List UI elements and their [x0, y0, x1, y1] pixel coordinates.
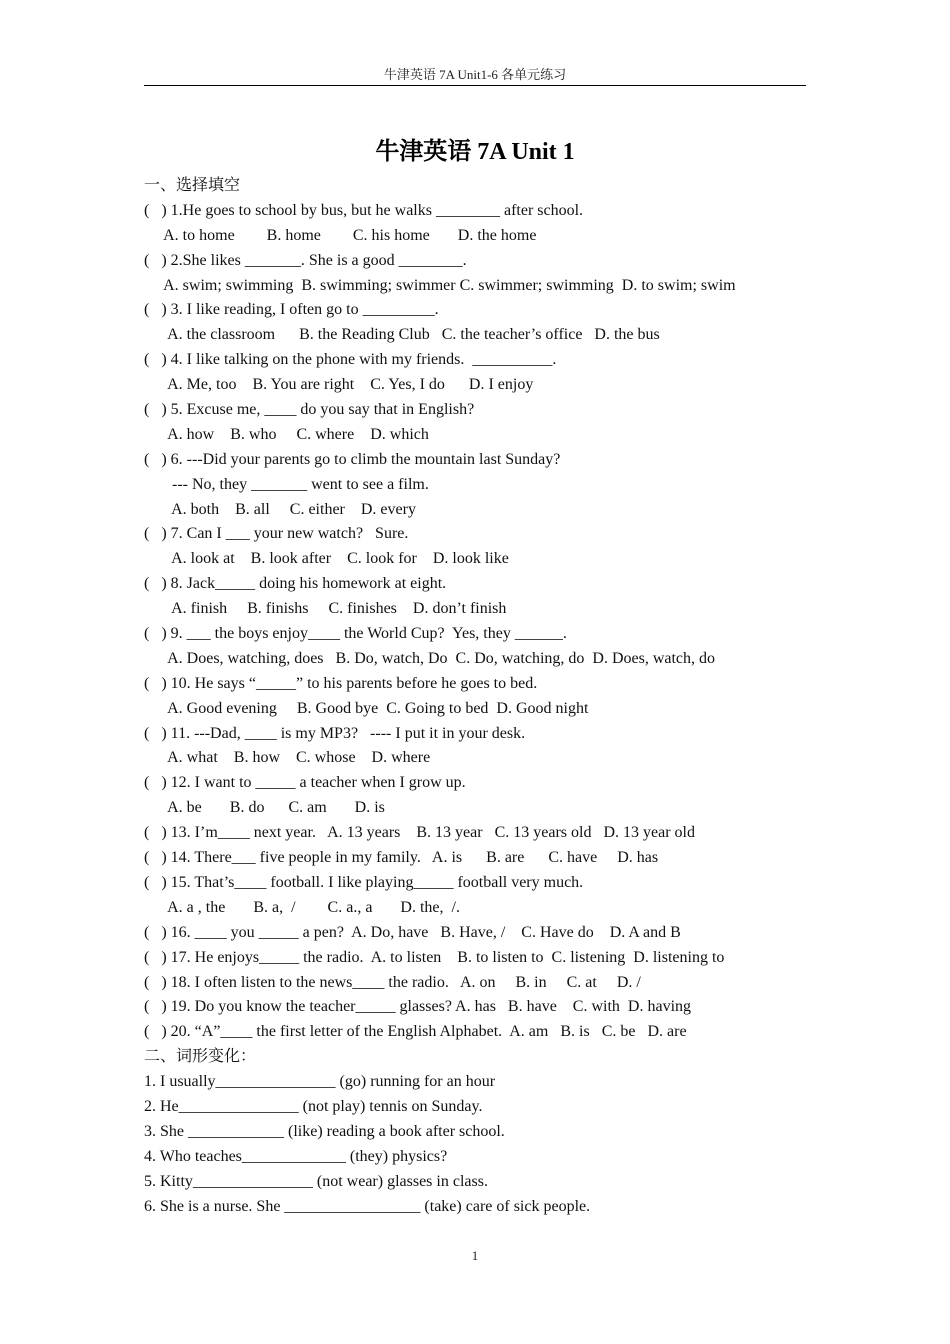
exercise-line: A. a , the B. a, / C. a., a D. the, /. — [144, 898, 460, 916]
exercise-line: ( ) 16. ____ you _____ a pen? A. Do, have B. Have, / C. Have do D. A and B — [144, 923, 681, 941]
exercise-line: ( ) 4. I like talking on the phone with my friends. __________. — [144, 351, 557, 369]
exercise-line: ( ) 10. He says “_____” to his parents before he goes to bed. — [144, 674, 538, 692]
exercise-line: 1. I usually_______________ (go) running for an hour — [144, 1073, 496, 1091]
exercise-line: ( ) 20. “A”____ the first letter of the English Alphabet. A. am B. is C. be D. are — [144, 1023, 687, 1041]
exercise-line: ( ) 12. I want to _____ a teacher when I grow up. — [144, 774, 466, 792]
exercise-line: 6. She is a nurse. She _________________ (take) care of sick people. — [144, 1197, 591, 1215]
exercise-line: A. Does, watching, does B. Do, watch, Do C. Do, watching, do D. Does, watch, do — [144, 649, 716, 667]
exercise-line: 4. Who teaches_____________ (they) physics? — [144, 1147, 448, 1165]
exercise-line: 2. He_______________ (not play) tennis on Sunday. — [144, 1097, 483, 1115]
exercise-line: 3. She ____________ (like) reading a book after school. — [144, 1122, 505, 1140]
exercise-line: ( ) 6. ---Did your parents go to climb the mountain last Sunday? — [144, 450, 561, 468]
exercise-line: --- No, they _______ went to see a film. — [144, 475, 429, 493]
exercise-line: A. Good evening B. Good bye C. Going to bed D. Good night — [144, 699, 589, 717]
exercise-line: A. swim; swimming B. swimming; swimmer C. swimmer; swimming D. to swim; swim — [144, 276, 736, 294]
exercise-line: ( ) 15. That’s____ football. I like playing_____ football very much. — [144, 873, 584, 891]
exercise-line: A. look at B. look after C. look for D. look like — [144, 550, 509, 568]
exercise-line: ( ) 9. ___ the boys enjoy____ the World Cup? Yes, they ______. — [144, 625, 567, 643]
running-header: 牛津英语 7A Unit1-6 各单元练习 — [383, 67, 567, 82]
exercise-line: A. Me, too B. You are right C. Yes, I do D. I enjoy — [144, 376, 534, 394]
exercise-line: A. the classroom B. the Reading Club C. the teacher’s office D. the bus — [144, 326, 660, 344]
exercise-line: ( ) 13. I’m____ next year. A. 13 years B. 13 year C. 13 years old D. 13 year old — [144, 824, 695, 842]
exercise-line: A. what B. how C. whose D. where — [144, 749, 431, 767]
exercise-line: ( ) 14. There___ five people in my family. A. is B. are C. have D. has — [144, 849, 659, 867]
exercise-line: 一、选择填空 — [144, 177, 241, 194]
exercise-line: A. how B. who C. where D. which — [144, 425, 429, 443]
exercise-line: A. be B. do C. am D. is — [144, 799, 385, 817]
exercise-line: ( ) 7. Can I ___ your new watch? Sure. — [144, 525, 409, 543]
page-number: 1 — [471, 1248, 479, 1263]
exercise-line: 5. Kitty_______________ (not wear) glasses in class. — [144, 1172, 488, 1190]
exercise-content — [144, 174, 824, 1219]
exercise-line: A. finish B. finishs C. finishes D. don’t finish — [144, 600, 507, 618]
exercise-line: ( ) 8. Jack_____ doing his homework at eight. — [144, 575, 447, 593]
exercise-line: ( ) 18. I often listen to the news____ the radio. A. on B. in C. at D. / — [144, 973, 641, 991]
document-title: 牛津英语 7A Unit 1 — [375, 139, 575, 165]
exercise-line: A. to home B. home C. his home D. the home — [144, 226, 537, 244]
exercise-line: 二、词形变化： — [144, 1048, 257, 1066]
exercise-line: ( ) 1.He goes to school by bus, but he walks ________ after school. — [144, 201, 584, 219]
exercise-line: A. both B. all C. either D. every — [144, 500, 416, 518]
exercise-line: ( ) 19. Do you know the teacher_____ glasses? A. has B. have C. with D. having — [144, 998, 692, 1016]
exercise-line: ( ) 11. ---Dad, ____ is my MP3? ---- I put it in your desk. — [144, 724, 526, 742]
exercise-line: ( ) 3. I like reading, I often go to _________. — [144, 301, 439, 319]
header-rule — [144, 85, 806, 86]
exercise-line: ( ) 17. He enjoys_____ the radio. A. to listen B. to listen to C. listening D. listening to — [144, 948, 725, 966]
exercise-line: ( ) 5. Excuse me, ____ do you say that in English? — [144, 401, 475, 419]
exercise-line: ( ) 2.She likes _______. She is a good ________. — [144, 251, 467, 269]
